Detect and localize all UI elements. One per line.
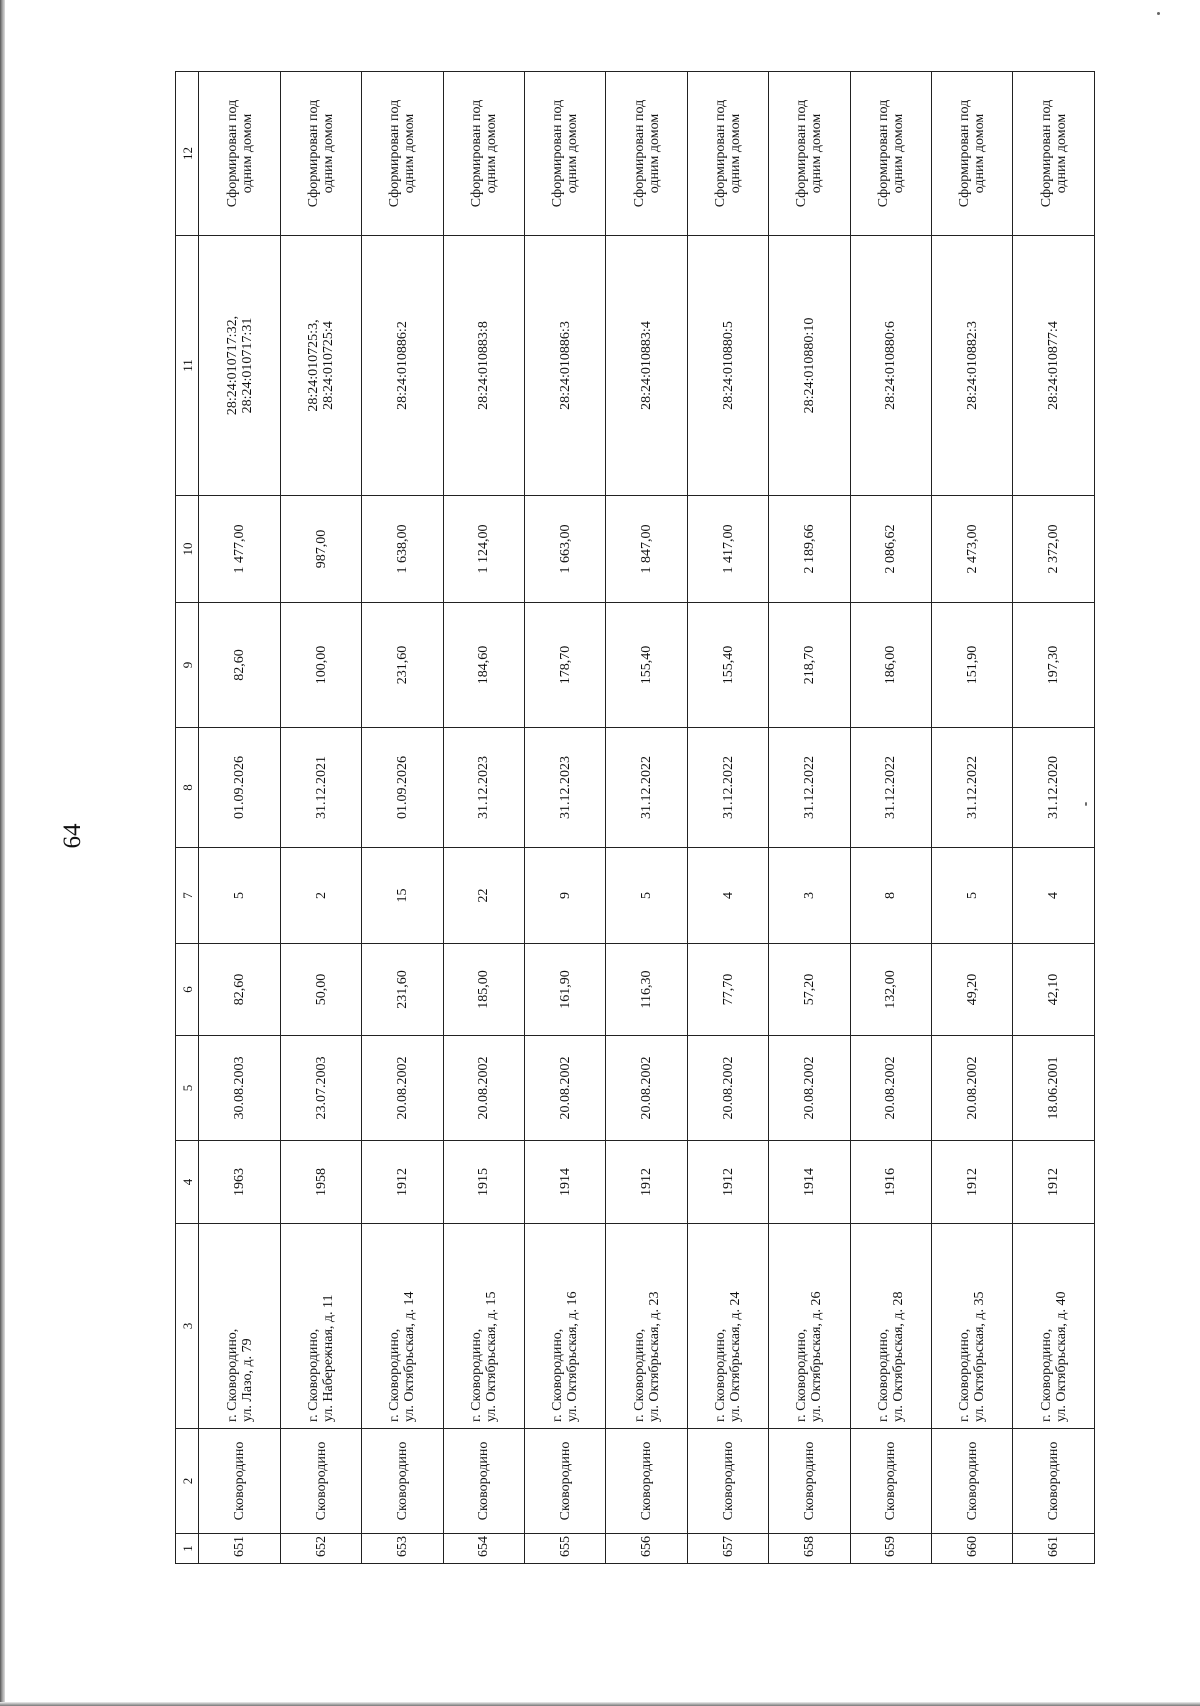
locality-cell: Сковородино [687,1429,768,1534]
locality-cell: Сковородино [443,1429,524,1534]
scan-edge-bottom [0,1702,1200,1706]
cost-cell: 1 847,00 [606,496,687,603]
note-cell: Сформирован под одним домом [199,72,280,236]
deadline-cell: 31.12.2020 [1013,728,1095,848]
row-number: 654 [443,1534,524,1564]
total-area-cell: 100,00 [280,603,361,728]
deadline-cell: 31.12.2023 [443,728,524,848]
column-header: 2 [176,1429,199,1534]
address-cell: г. Сковородино, ул. Октябрьская, д. 28 [850,1224,931,1429]
cadastral-number-cell: 28:24:010882:3 [932,236,1013,496]
locality-cell: Сковородино [525,1429,606,1534]
table-row [1013,72,1095,1564]
locality-cell: Сковородино [932,1429,1013,1534]
column-header: 10 [176,496,199,603]
year-built-cell: 1963 [199,1141,280,1224]
area-cell: 77,70 [687,944,768,1036]
date-cell: 20.08.2002 [525,1036,606,1141]
address-cell: г. Сковородино, ул. Набережная, д. 11 [280,1224,361,1429]
date-cell: 20.08.2002 [769,1036,850,1141]
total-area-cell: 231,60 [362,603,443,728]
address-cell: г. Сковородино, ул. Октябрьская, д. 14 [362,1224,443,1429]
address-cell: г. Сковородино, ул. Октябрьская, д. 40 [1013,1224,1095,1429]
cost-cell: 2 189,66 [769,496,850,603]
scan-edge [0,0,5,1706]
cadastral-number-cell: 28:24:010877:4 [1013,236,1095,496]
table-row [199,72,280,1564]
row-number: 652 [280,1534,361,1564]
total-area-cell: 186,00 [850,603,931,728]
address-cell: г. Сковородино, ул. Октябрьская, д. 35 [932,1224,1013,1429]
row-number: 657 [687,1534,768,1564]
year-built-cell: 1912 [687,1141,768,1224]
note-cell: Сформирован под одним домом [769,72,850,236]
year-built-cell: 1914 [769,1141,850,1224]
address-cell: г. Сковородино, ул. Октябрьская, д. 26 [769,1224,850,1429]
row-number: 659 [850,1534,931,1564]
column-header: 1 [176,1534,199,1564]
year-built-cell: 1915 [443,1141,524,1224]
note-cell: Сформирован под одним домом [362,72,443,236]
area-cell: 82,60 [199,944,280,1036]
date-cell: 20.08.2002 [443,1036,524,1141]
locality-cell: Сковородино [362,1429,443,1534]
address-cell: г. Сковородино, ул. Октябрьская, д. 16 [525,1224,606,1429]
deadline-cell: 01.09.2026 [362,728,443,848]
table-row [606,72,687,1564]
address-cell: г. Сковородино, ул. Лазо, д. 79 [199,1224,280,1429]
total-area-cell: 155,40 [687,603,768,728]
total-area-cell: 151,90 [932,603,1013,728]
locality-cell: Сковородино [1013,1429,1095,1534]
cost-cell: 1 663,00 [525,496,606,603]
date-cell: 20.08.2002 [850,1036,931,1141]
cadastral-number-cell: 28:24:010880:6 [850,236,931,496]
year-built-cell: 1912 [606,1141,687,1224]
note-cell: Сформирован под одним домом [280,72,361,236]
year-built-cell: 1916 [850,1141,931,1224]
register-table [175,71,1095,1564]
residents-cell: 2 [280,848,361,944]
table-row [932,72,1013,1564]
note-cell: Сформирован под одним домом [443,72,524,236]
table-row [525,72,606,1564]
note-cell: Сформирован под одним домом [606,72,687,236]
residents-cell: 5 [606,848,687,944]
total-area-cell: 178,70 [525,603,606,728]
locality-cell: Сковородино [606,1429,687,1534]
area-cell: 57,20 [769,944,850,1036]
cost-cell: 2 086,62 [850,496,931,603]
cost-cell: 1 417,00 [687,496,768,603]
row-number: 660 [932,1534,1013,1564]
year-built-cell: 1914 [525,1141,606,1224]
column-header: 5 [176,1036,199,1141]
locality-cell: Сковородино [769,1429,850,1534]
area-cell: 116,30 [606,944,687,1036]
table-row [362,72,443,1564]
cost-cell: 987,00 [280,496,361,603]
residents-cell: 9 [525,848,606,944]
date-cell: 20.08.2002 [362,1036,443,1141]
column-header: 3 [176,1224,199,1429]
total-area-cell: 197,30 [1013,603,1095,728]
locality-cell: Сковородино [850,1429,931,1534]
column-header: 11 [176,236,199,496]
residents-cell: 4 [687,848,768,944]
residents-cell: 15 [362,848,443,944]
date-cell: 18.06.2001 [1013,1036,1095,1141]
deadline-cell: 31.12.2022 [687,728,768,848]
area-cell: 185,00 [443,944,524,1036]
locality-cell: Сковородино [199,1429,280,1534]
area-cell: 132,00 [850,944,931,1036]
cadastral-number-cell: 28:24:010717:32, 28:24:010717:31 [199,236,280,496]
residents-cell: 3 [769,848,850,944]
address-cell: г. Сковородино, ул. Октябрьская, д. 15 [443,1224,524,1429]
area-cell: 42,10 [1013,944,1095,1036]
cadastral-number-cell: 28:24:010880:10 [769,236,850,496]
column-header: 6 [176,944,199,1036]
column-header: 4 [176,1141,199,1224]
area-cell: 161,90 [525,944,606,1036]
note-cell: Сформирован под одним домом [850,72,931,236]
cadastral-number-cell: 28:24:010883:8 [443,236,524,496]
deadline-cell: 31.12.2022 [850,728,931,848]
year-built-cell: 1912 [932,1141,1013,1224]
row-number: 656 [606,1534,687,1564]
residents-cell: 5 [199,848,280,944]
deadline-cell: 31.12.2022 [606,728,687,848]
residents-cell: 5 [932,848,1013,944]
cadastral-number-cell: 28:24:010886:2 [362,236,443,496]
table-row [769,72,850,1564]
cost-cell: 1 124,00 [443,496,524,603]
deadline-cell: 31.12.2022 [932,728,1013,848]
area-cell: 49,20 [932,944,1013,1036]
row-number: 661 [1013,1534,1095,1564]
page-number: 64 [59,823,86,849]
cadastral-number-cell: 28:24:010880:5 [687,236,768,496]
residents-cell: 4 [1013,848,1095,944]
column-header: 8 [176,728,199,848]
address-cell: г. Сковородино, ул. Октябрьская, д. 23 [606,1224,687,1429]
cost-cell: 2 473,00 [932,496,1013,603]
area-cell: 231,60 [362,944,443,1036]
cost-cell: 2 372,00 [1013,496,1095,603]
locality-cell: Сковородино [280,1429,361,1534]
note-cell: Сформирован под одним домом [525,72,606,236]
deadline-cell: 31.12.2023 [525,728,606,848]
row-number: 653 [362,1534,443,1564]
date-cell: 23.07.2003 [280,1036,361,1141]
column-header: 12 [176,72,199,236]
total-area-cell: 184,60 [443,603,524,728]
date-cell: 20.08.2002 [687,1036,768,1141]
register-table-container [175,72,1095,1564]
total-area-cell: 218,70 [769,603,850,728]
date-cell: 20.08.2002 [932,1036,1013,1141]
deadline-cell: 01.09.2026 [199,728,280,848]
scan-speck [1157,12,1160,15]
cadastral-number-cell: 28:24:010725:3, 28:24:010725:4 [280,236,361,496]
year-built-cell: 1912 [362,1141,443,1224]
area-cell: 50,00 [280,944,361,1036]
deadline-cell: 31.12.2021 [280,728,361,848]
cost-cell: 1 638,00 [362,496,443,603]
total-area-cell: 82,60 [199,603,280,728]
cost-cell: 1 477,00 [199,496,280,603]
row-number: 651 [199,1534,280,1564]
note-cell: Сформирован под одним домом [687,72,768,236]
column-header: 7 [176,848,199,944]
note-cell: Сформирован под одним домом [932,72,1013,236]
table-row [850,72,931,1564]
column-number-row [176,72,199,1564]
total-area-cell: 155,40 [606,603,687,728]
row-number: 655 [525,1534,606,1564]
column-header: 9 [176,603,199,728]
residents-cell: 22 [443,848,524,944]
deadline-cell: 31.12.2022 [769,728,850,848]
cadastral-number-cell: 28:24:010883:4 [606,236,687,496]
date-cell: 20.08.2002 [606,1036,687,1141]
note-cell: Сформирован под одним домом [1013,72,1095,236]
cadastral-number-cell: 28:24:010886:3 [525,236,606,496]
residents-cell: 8 [850,848,931,944]
year-built-cell: 1958 [280,1141,361,1224]
table-row [280,72,361,1564]
date-cell: 30.08.2003 [199,1036,280,1141]
year-built-cell: 1912 [1013,1141,1095,1224]
address-cell: г. Сковородино, ул. Октябрьская, д. 24 [687,1224,768,1429]
table-row [687,72,768,1564]
row-number: 658 [769,1534,850,1564]
table-row [443,72,524,1564]
